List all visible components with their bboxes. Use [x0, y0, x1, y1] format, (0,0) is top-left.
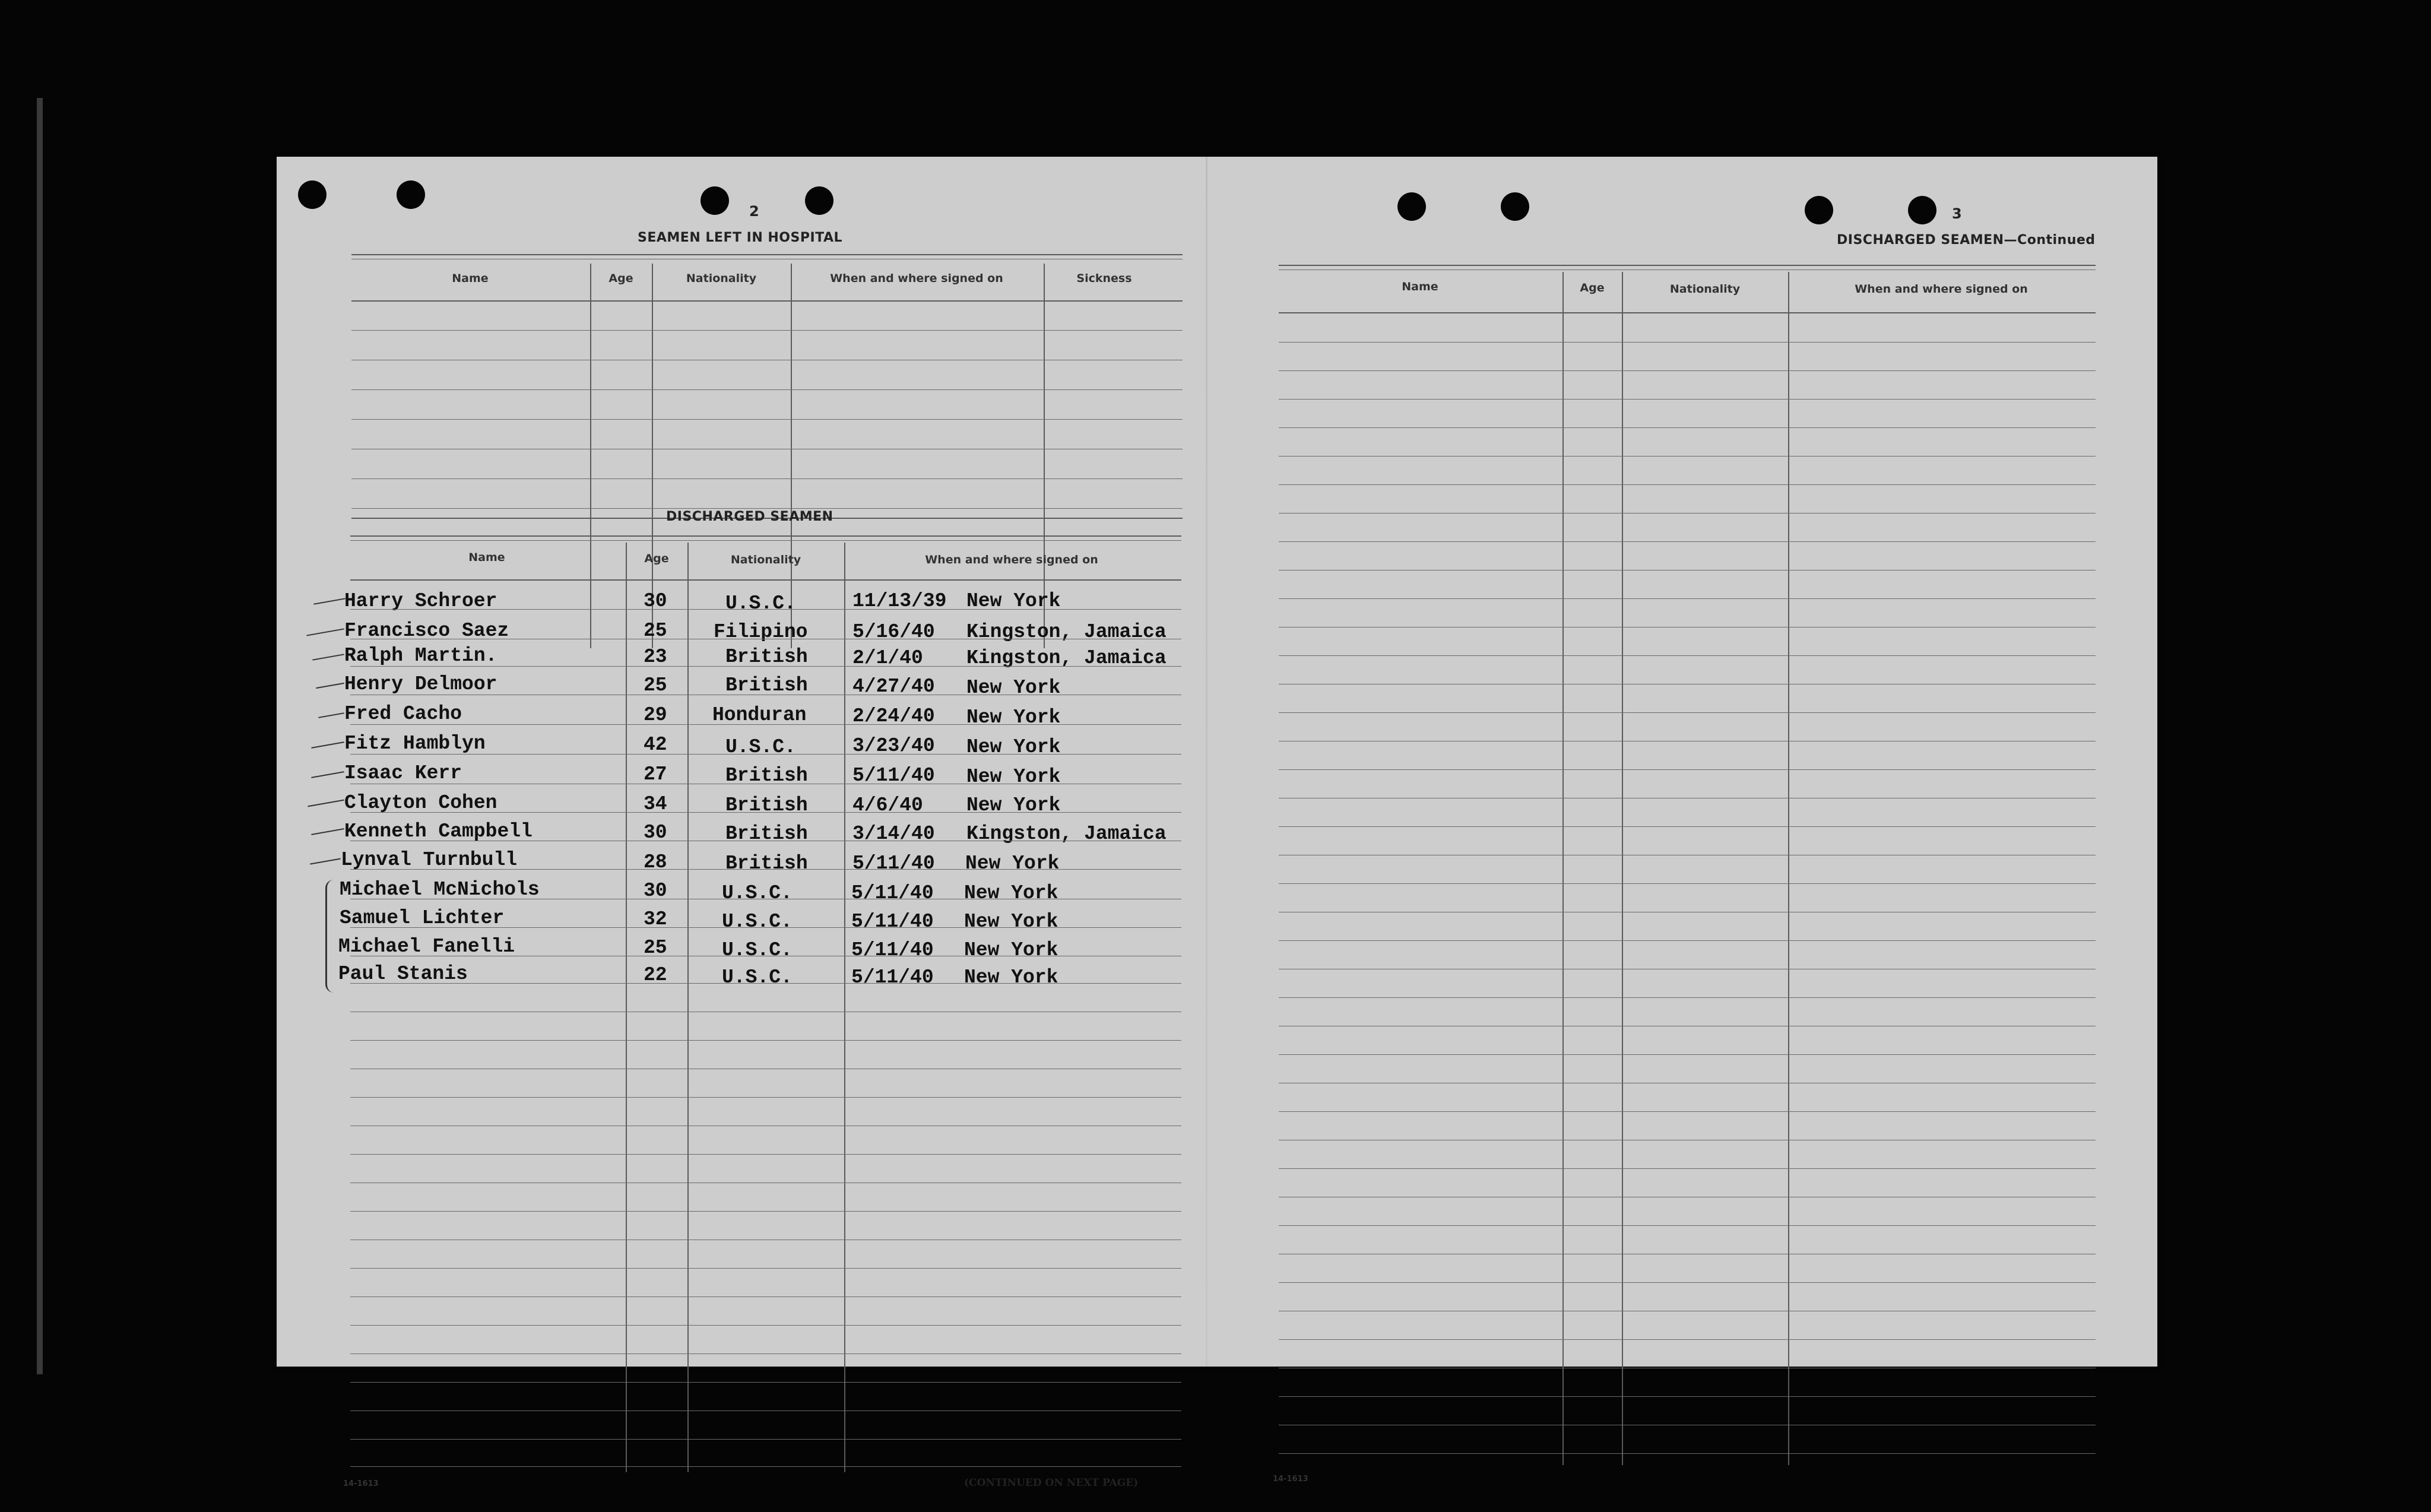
seaman-name: Henry Delmoor — [344, 673, 497, 695]
seaman-nationality: U.S.C. — [722, 882, 793, 904]
document-sheet — [277, 157, 2157, 1489]
check-mark — [308, 800, 344, 807]
continued-note: (CONTINUED ON NEXT PAGE) — [964, 1477, 1139, 1489]
col-signed-on: When and where signed on — [925, 553, 1098, 566]
col-name: Name — [452, 272, 489, 285]
signed-on-place: New York — [964, 966, 1058, 988]
seaman-nationality: British — [725, 794, 808, 816]
seaman-age: 28 — [644, 851, 667, 873]
check-mark — [311, 828, 344, 835]
signed-on-date: 2/1/40 — [852, 647, 923, 669]
seaman-age: 30 — [644, 880, 667, 902]
signed-on-date: 5/16/40 — [852, 621, 935, 643]
page-number: 3 — [1952, 205, 1962, 222]
check-mark — [311, 741, 344, 749]
seaman-name: Clayton Cohen — [344, 792, 497, 814]
signed-on-place: New York — [966, 590, 1061, 612]
form-number: 14-1613 — [343, 1479, 379, 1488]
bracket-mark — [325, 880, 335, 993]
seaman-nationality: British — [725, 823, 808, 845]
col-signed-on: When and where signed on — [1855, 283, 2028, 296]
signed-on-date: 2/24/40 — [852, 705, 935, 727]
col-age: Age — [644, 552, 669, 565]
seaman-nationality: U.S.C. — [725, 592, 796, 614]
signed-on-date: 5/11/40 — [851, 882, 934, 904]
check-mark — [311, 771, 344, 778]
seaman-nationality: British — [725, 646, 808, 668]
left-page — [277, 157, 1206, 1489]
discharged-continued-title: DISCHARGED SEAMEN—Continued — [1837, 233, 2096, 248]
signed-on-place: New York — [965, 852, 1060, 874]
signed-on-place: New York — [966, 766, 1061, 788]
signed-on-place: New York — [964, 882, 1058, 904]
seaman-age: 30 — [644, 822, 667, 844]
seaman-age: 32 — [644, 908, 667, 930]
col-age: Age — [1580, 281, 1605, 294]
check-mark — [316, 683, 344, 689]
seaman-nationality: U.S.C. — [722, 939, 793, 961]
col-nationality: Nationality — [686, 272, 757, 285]
page-number: 2 — [749, 203, 759, 220]
seaman-nationality: British — [725, 674, 808, 696]
form-number: 14-1613 — [1273, 1475, 1308, 1484]
seaman-name: Paul Stanis — [338, 963, 468, 985]
signed-on-date: 3/23/40 — [852, 735, 935, 757]
signed-on-date: 5/11/40 — [851, 911, 934, 933]
signed-on-date: 5/11/40 — [852, 852, 935, 874]
signed-on-place: New York — [966, 736, 1061, 758]
scan-edge — [37, 98, 43, 1374]
seaman-age: 23 — [644, 646, 667, 668]
seaman-name: Harry Schroer — [344, 590, 497, 612]
seaman-age: 25 — [644, 620, 667, 642]
signed-on-place: New York — [964, 911, 1058, 933]
col-name: Name — [468, 551, 505, 564]
seaman-age: 27 — [644, 763, 667, 785]
seaman-nationality: U.S.C. — [722, 966, 793, 988]
seaman-name: Fred Cacho — [344, 703, 462, 725]
seaman-age: 25 — [644, 937, 667, 959]
col-name: Name — [1402, 280, 1438, 293]
signed-on-date: 3/14/40 — [852, 823, 935, 845]
signed-on-date: 4/6/40 — [852, 794, 923, 816]
signed-on-place: Kingston, Jamaica — [966, 647, 1167, 669]
seaman-name: Kenneth Campbell — [344, 820, 533, 842]
seaman-nationality: British — [725, 852, 808, 874]
signed-on-date: 11/13/39 — [852, 590, 947, 612]
seaman-age: 25 — [644, 674, 667, 696]
seaman-name: Michael Fanelli — [338, 936, 515, 958]
seaman-name: Lynval Turnbull — [341, 849, 518, 871]
col-age: Age — [608, 272, 633, 285]
seaman-name: Michael McNichols — [340, 879, 540, 901]
signed-on-place: New York — [966, 677, 1061, 699]
hospital-section-title: SEAMEN LEFT IN HOSPITAL — [638, 230, 843, 245]
seaman-age: 29 — [644, 704, 667, 726]
col-signed-on: When and where signed on — [830, 272, 1003, 285]
seaman-name: Fitz Hamblyn — [344, 733, 486, 755]
check-mark — [306, 628, 344, 636]
signed-on-place: New York — [966, 794, 1061, 816]
seaman-name: Samuel Lichter — [340, 907, 505, 929]
check-mark — [318, 712, 344, 718]
seaman-nationality: U.S.C. — [722, 911, 793, 933]
seaman-nationality: British — [725, 765, 808, 787]
seaman-age: 34 — [644, 793, 667, 815]
signed-on-date: 5/11/40 — [851, 966, 934, 988]
col-sickness: Sickness — [1076, 272, 1132, 285]
signed-on-date: 5/11/40 — [851, 939, 934, 961]
check-mark — [312, 654, 344, 660]
seaman-nationality: Filipino — [714, 621, 808, 643]
check-mark — [313, 598, 346, 604]
seaman-nationality: U.S.C. — [725, 736, 796, 758]
seaman-name: Francisco Saez — [344, 620, 509, 642]
signed-on-place: New York — [964, 939, 1058, 961]
seaman-age: 30 — [644, 590, 667, 612]
check-mark — [310, 858, 341, 865]
signed-on-place: New York — [966, 706, 1061, 728]
discharged-section-title: DISCHARGED SEAMEN — [666, 509, 833, 524]
col-nationality: Nationality — [730, 553, 801, 566]
seaman-name: Isaac Kerr — [344, 762, 462, 784]
signed-on-place: Kingston, Jamaica — [966, 823, 1167, 845]
seaman-nationality: Honduran — [712, 704, 807, 726]
signed-on-date: 4/27/40 — [852, 676, 935, 698]
right-page — [1207, 157, 2157, 1484]
signed-on-place: Kingston, Jamaica — [966, 621, 1167, 643]
col-nationality: Nationality — [1669, 283, 1741, 296]
signed-on-date: 5/11/40 — [852, 765, 935, 787]
seaman-name: Ralph Martin. — [344, 645, 497, 667]
seaman-age: 42 — [644, 734, 667, 756]
seaman-age: 22 — [644, 964, 667, 986]
